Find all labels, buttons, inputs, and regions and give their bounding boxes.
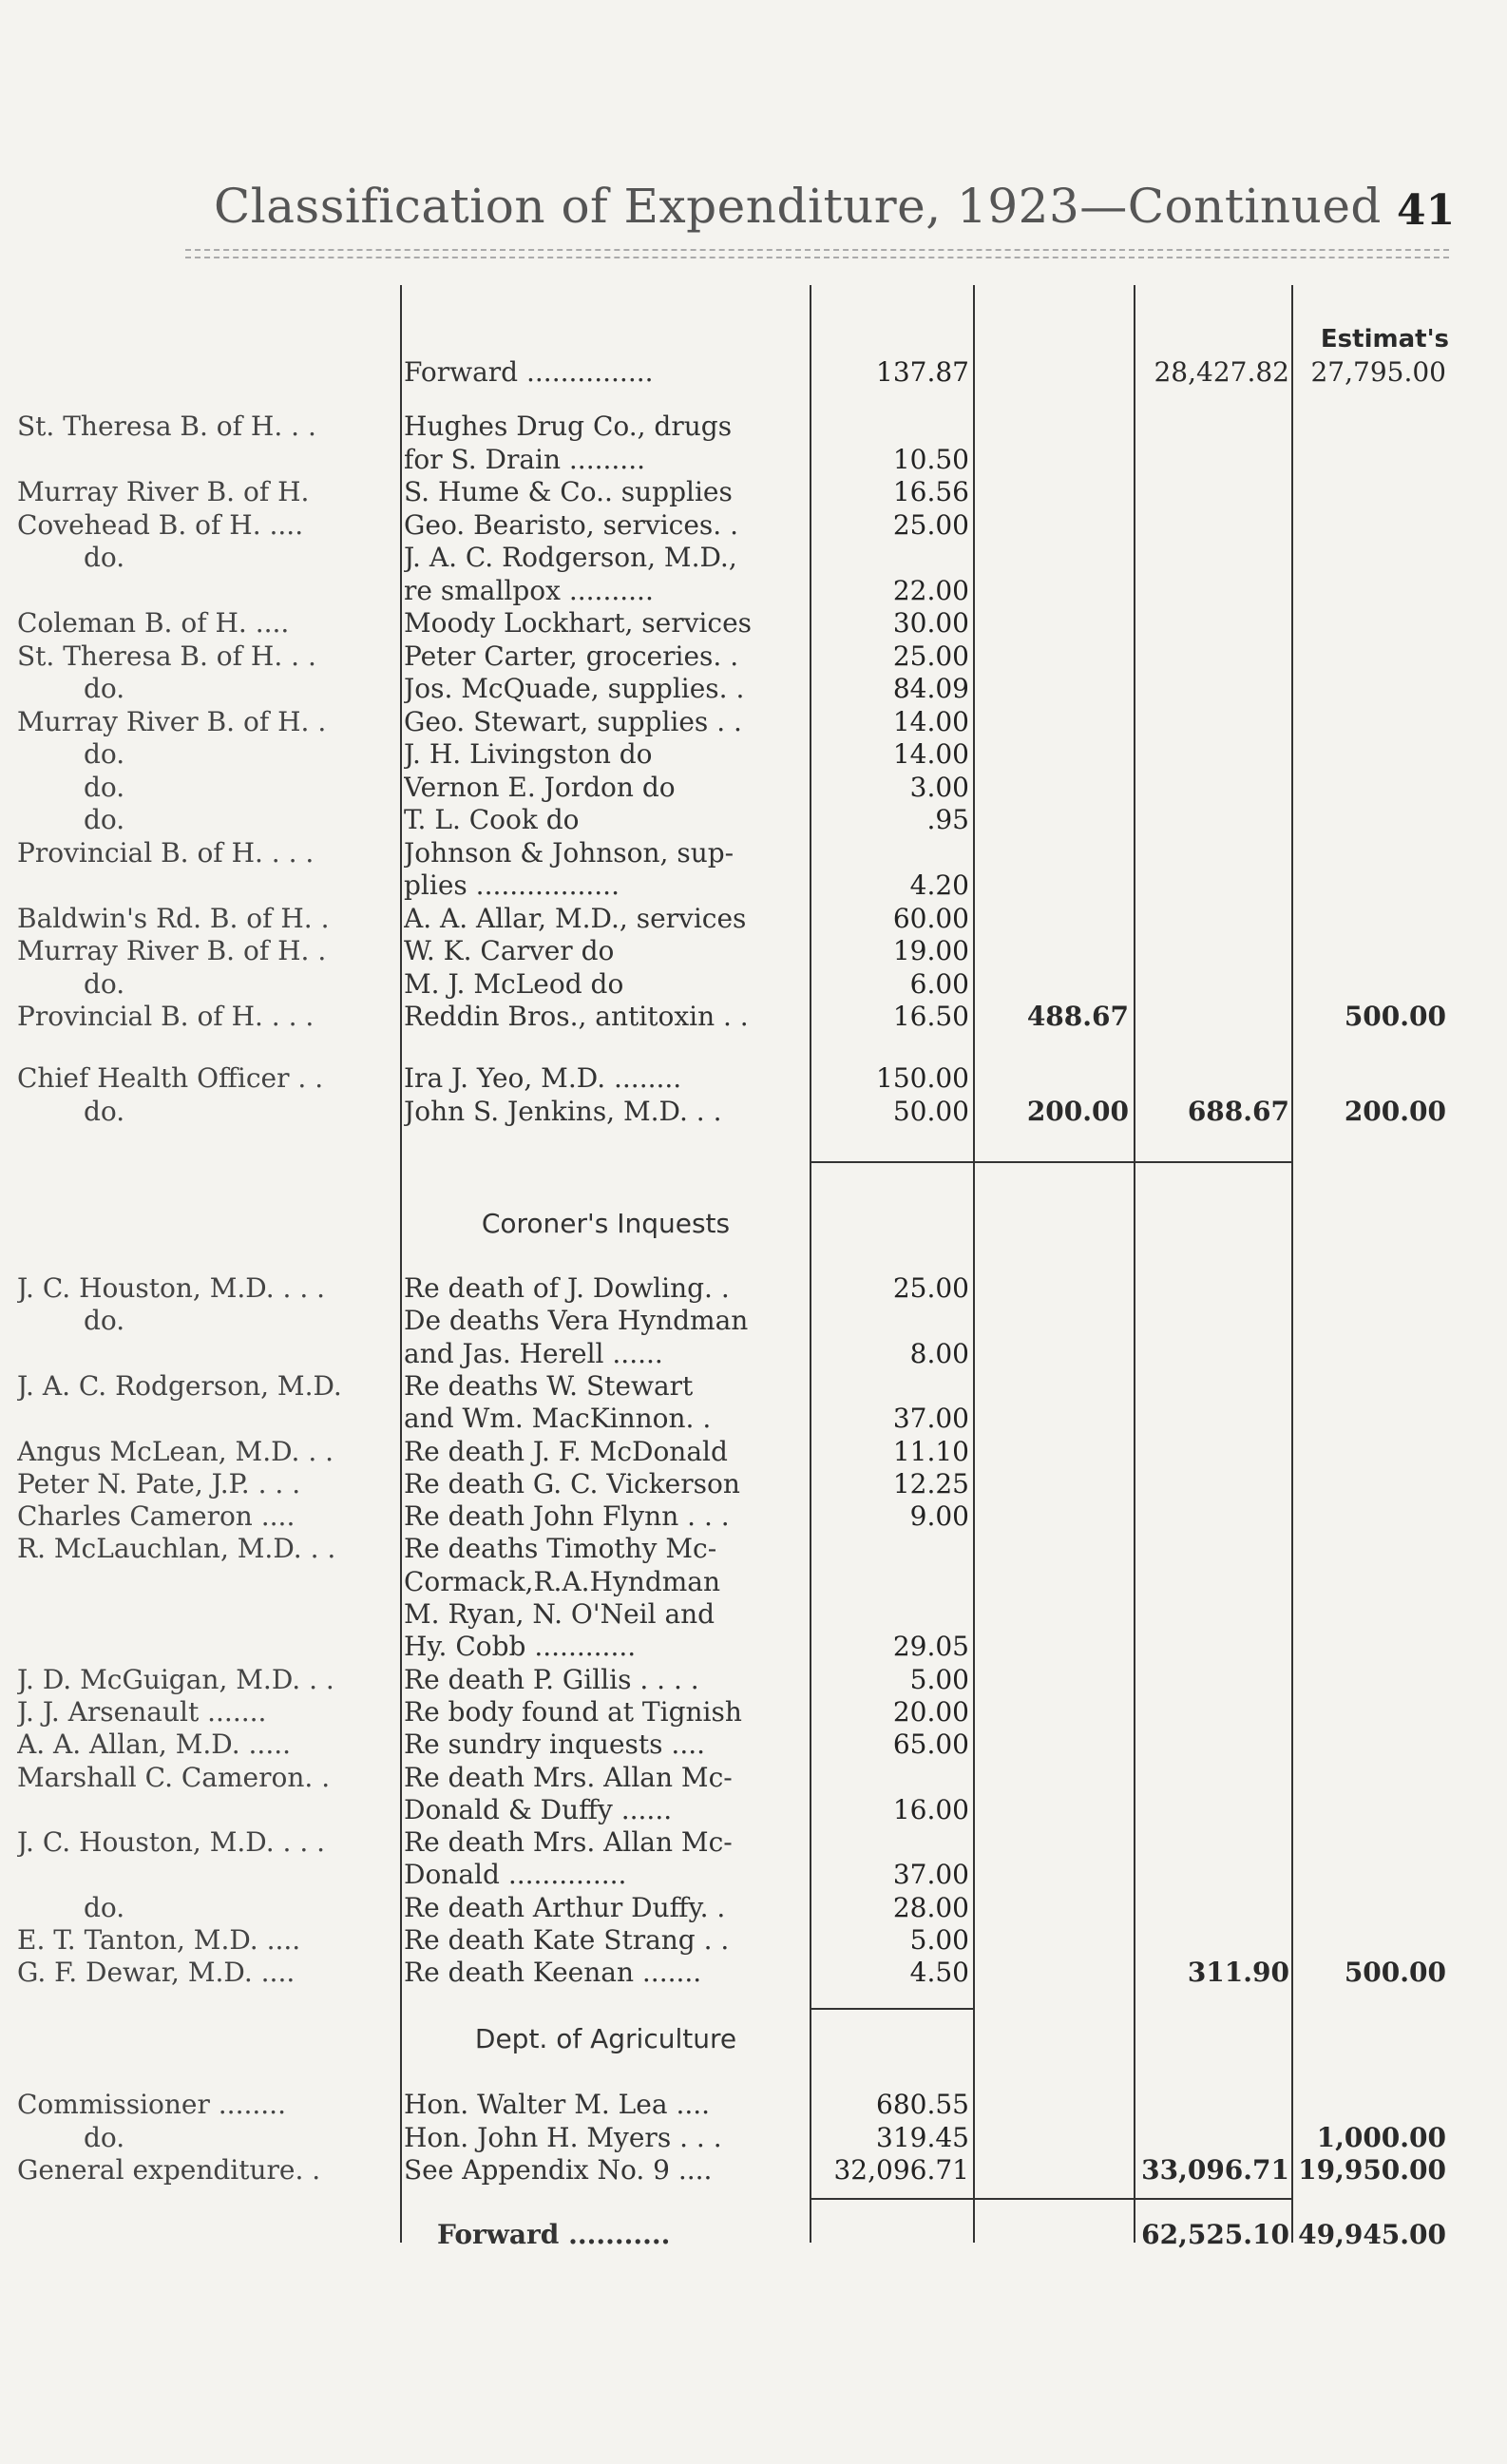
amount-cell: 14.00 — [892, 705, 969, 737]
ledger-row — [0, 640, 1507, 673]
description-cell: Re deaths W. Stewart — [404, 1369, 694, 1402]
ledger-row — [0, 1468, 1507, 1500]
amount-cell: 25.00 — [892, 508, 969, 541]
ledger-row — [0, 772, 1507, 804]
description-cell: See Appendix No. 9 .... — [404, 2154, 713, 2186]
payee-cell: St. Theresa B. of H. . . — [17, 411, 316, 442]
payee-cell: Provincial B. of H. . . . — [17, 836, 315, 869]
payee-cell: St. Theresa B. of H. . . — [17, 640, 316, 672]
amount-cell: 150.00 — [876, 1062, 969, 1094]
ledger-row — [0, 1566, 1507, 1598]
description-cell: Re death G. C. Vickerson — [404, 1467, 740, 1499]
payee-cell: J. A. C. Rodgerson, M.D. — [17, 1369, 342, 1402]
ledger-row — [0, 837, 1507, 869]
description-cell: Moody Lockhart, services — [404, 607, 753, 639]
ledger-row — [0, 1826, 1507, 1859]
estimate: 49,945.00 — [1298, 2219, 1446, 2250]
amount-cell: 11.10 — [892, 1435, 969, 1467]
ledger-row — [0, 1403, 1507, 1435]
section-rule — [810, 2008, 973, 2010]
amount-cell: 32,096.71 — [833, 2154, 969, 2186]
description-cell: A. A. Allar, M.D., services — [404, 902, 747, 934]
description-cell: Geo. Stewart, supplies . . — [404, 705, 742, 737]
payee-cell: R. McLauchlan, M.D. . . — [17, 1533, 336, 1565]
ledger-row — [0, 804, 1507, 836]
forward-rule — [810, 2198, 1291, 2200]
payee-cell: Provincial B. of H. . . . — [17, 1001, 315, 1032]
estimate-cell: 1,000.00 — [1316, 2121, 1446, 2153]
forward-label: Forward ........... — [437, 2219, 671, 2250]
agriculture-heading: Dept. of Agriculture — [474, 2023, 737, 2054]
description-cell: and Wm. MacKinnon. . — [404, 1403, 712, 1435]
payee-cell: Coleman B. of H. .... — [17, 607, 290, 639]
amount-cell: 37.00 — [892, 1403, 969, 1435]
ledger-row — [0, 673, 1507, 705]
description-cell: De deaths Vera Hyndman — [404, 1305, 749, 1337]
description-cell: Re death Mrs. Allan Mc- — [404, 1761, 733, 1793]
ledger-row — [0, 869, 1507, 902]
section-rule — [810, 1161, 1291, 1163]
amount-cell: 29.05 — [892, 1631, 969, 1663]
description-cell: Geo. Bearisto, services. . — [404, 508, 738, 541]
ledger-row — [0, 575, 1507, 607]
estimate-cell: 500.00 — [1344, 1001, 1446, 1032]
amount-cell: 25.00 — [892, 1272, 969, 1304]
header-rule — [185, 249, 1449, 251]
description-cell: Re death Keenan ....... — [404, 1957, 702, 1989]
description-cell: S. Hume & Co.. supplies — [404, 476, 733, 507]
description-cell: Re death Kate Strang . . — [404, 1924, 730, 1956]
payee-cell: Peter N. Pate, J.P. . . . — [17, 1467, 301, 1499]
amount-cell: 5.00 — [909, 1924, 969, 1956]
estimate-cell: 200.00 — [1344, 1095, 1446, 1127]
description-cell: Cormack,R.A.Hyndman — [404, 1565, 721, 1597]
amount-cell: 8.00 — [909, 1337, 969, 1369]
amount-cell: 20.00 — [892, 1695, 969, 1728]
ledger-row — [0, 1957, 1507, 1989]
ledger-row — [0, 1794, 1507, 1826]
payee-cell: E. T. Tanton, M.D. .... — [17, 1924, 301, 1956]
amount-cell: 28.00 — [892, 1891, 969, 1923]
ledger-row — [0, 2122, 1507, 2154]
description-cell: Vernon E. Jordon do — [404, 771, 676, 803]
description-cell: Peter Carter, groceries. . — [404, 640, 739, 672]
amount-cell: .95 — [926, 804, 969, 835]
coroners-heading: Coroner's Inquests — [481, 1208, 731, 1239]
payee-cell: Charles Cameron .... — [17, 1500, 296, 1533]
ledger-row — [0, 542, 1507, 574]
description-cell: Re sundry inquests .... — [404, 1729, 706, 1761]
description-cell: Reddin Bros., antitoxin . . — [404, 1001, 749, 1032]
description-cell: M. J. McLeod do — [404, 967, 624, 1000]
description-cell: re smallpox .......... — [404, 574, 654, 606]
amount-cell: 5.00 — [909, 1663, 969, 1695]
description-cell: Donald & Duffy ...... — [404, 1793, 673, 1825]
description-cell: Hy. Cobb ............ — [404, 1631, 637, 1663]
amount-cell: 680.55 — [876, 2089, 969, 2120]
forward-label: Forward ............... — [404, 356, 654, 388]
payee-cell: Murray River B. of H. . — [17, 705, 327, 737]
description-cell: Hon. Walter M. Lea .... — [404, 2089, 711, 2120]
ledger-row — [0, 968, 1507, 1001]
amount-cell: 16.56 — [892, 476, 969, 507]
header-rule-2 — [185, 257, 1449, 258]
forward-row — [0, 356, 1507, 389]
ledger-row — [0, 1762, 1507, 1794]
amount-cell: 12.25 — [892, 1467, 969, 1499]
ledger-row — [0, 1305, 1507, 1337]
payee-cell: Angus McLean, M.D. . . — [17, 1435, 334, 1467]
description-cell: Re body found at Tignish — [404, 1695, 742, 1728]
amount-cell: 4.20 — [909, 869, 969, 901]
description-cell: and Jas. Herell ...... — [404, 1337, 663, 1369]
amount-cell: 19.00 — [892, 935, 969, 966]
ledger-row — [0, 476, 1507, 508]
total-cell: 311.90 — [1187, 1957, 1289, 1989]
description-cell: plies ................. — [404, 869, 620, 901]
payee-cell: J. J. Arsenault ....... — [17, 1695, 267, 1728]
payee-cell: J. C. Houston, M.D. . . . — [17, 1826, 326, 1859]
estimate-cell: 19,950.00 — [1298, 2154, 1446, 2186]
amount-cell: 37.00 — [892, 1859, 969, 1891]
subtotal-cell: 488.67 — [1026, 1001, 1129, 1032]
ledger-row — [0, 1370, 1507, 1403]
ledger-row — [0, 738, 1507, 771]
ledger-row — [0, 2089, 1507, 2121]
payee-cell: do. — [84, 2121, 125, 2153]
ledger-row — [0, 1500, 1507, 1533]
page-title: Classification of Expenditure, 1923—Continued — [214, 179, 1382, 234]
amount-cell: 6.00 — [909, 967, 969, 1000]
ledger-row — [0, 1001, 1507, 1033]
description-cell: Re death Mrs. Allan Mc- — [404, 1826, 733, 1859]
ledger-row — [0, 1062, 1507, 1095]
payee-cell: J. C. Houston, M.D. . . . — [17, 1272, 326, 1304]
amount-cell: 60.00 — [892, 902, 969, 934]
description-cell: Jos. McQuade, supplies. . — [404, 673, 745, 704]
estimate-cell: 500.00 — [1344, 1957, 1446, 1989]
payee-cell: J. D. McGuigan, M.D. . . — [17, 1663, 334, 1695]
ledger-row — [0, 509, 1507, 542]
description-cell: Re death P. Gillis . . . . — [404, 1663, 699, 1695]
ledger-row — [0, 1338, 1507, 1370]
ledger-row — [0, 1436, 1507, 1468]
description-cell: Re death J. F. McDonald — [404, 1435, 728, 1467]
payee-cell: A. A. Allan, M.D. ..... — [17, 1729, 292, 1761]
ledger-row — [0, 2154, 1507, 2187]
ledger-row — [0, 411, 1507, 443]
payee-cell: do. — [84, 1305, 125, 1337]
amount-cell: 9.00 — [909, 1500, 969, 1533]
ledger-row — [0, 706, 1507, 738]
payee-cell: do. — [84, 1891, 125, 1923]
total: 28,427.82 — [1154, 356, 1289, 388]
ledger-row — [0, 1631, 1507, 1663]
payee-cell: do. — [84, 1095, 125, 1127]
subtotal-cell: 200.00 — [1026, 1095, 1129, 1127]
amount-cell: 22.00 — [892, 574, 969, 606]
amount-cell: 30.00 — [892, 607, 969, 639]
description-cell: Johnson & Johnson, sup- — [404, 836, 734, 869]
ledger-row — [0, 1598, 1507, 1631]
ledger-row — [0, 903, 1507, 935]
payee-cell: Chief Health Officer . . — [17, 1062, 324, 1094]
amount-cell: 16.50 — [892, 1001, 969, 1032]
forward-bottom-row — [0, 2219, 1507, 2251]
estimate: 27,795.00 — [1310, 356, 1446, 388]
page-number: 41 — [1397, 186, 1456, 235]
payee-cell: Murray River B. of H. — [17, 476, 310, 507]
description-cell: Re death Arthur Duffy. . — [404, 1891, 726, 1923]
payee-cell: do. — [84, 804, 125, 835]
estimate-column-header: Estimat's — [1320, 325, 1449, 353]
payee-cell: do. — [84, 542, 125, 573]
amount-cell: 65.00 — [892, 1729, 969, 1761]
payee-cell: Commissioner ........ — [17, 2089, 286, 2120]
amount-cell: 14.00 — [892, 738, 969, 770]
description-cell: J. H. Livingston do — [404, 738, 653, 770]
ledger-row — [0, 1859, 1507, 1891]
ledger-row — [0, 444, 1507, 476]
amount-cell: 3.00 — [909, 771, 969, 803]
description-cell: John S. Jenkins, M.D. . . — [404, 1095, 722, 1127]
description-cell: Hughes Drug Co., drugs — [404, 411, 733, 442]
description-cell: Re death of J. Dowling. . — [404, 1272, 730, 1304]
amount-cell: 319.45 — [876, 2121, 969, 2153]
amount-cell: 10.50 — [892, 443, 969, 475]
description-cell: W. K. Carver do — [404, 935, 615, 966]
amount-cell: 4.50 — [909, 1957, 969, 1989]
payee-cell: Baldwin's Rd. B. of H. . — [17, 902, 330, 934]
description-cell: J. A. C. Rodgerson, M.D., — [404, 542, 737, 573]
payee-cell: General expenditure. . — [17, 2154, 321, 2186]
payee-cell: do. — [84, 738, 125, 770]
payee-cell: Covehead B. of H. .... — [17, 508, 304, 541]
ledger-row — [0, 1729, 1507, 1761]
ledger-row — [0, 1892, 1507, 1924]
description-cell: Re deaths Timothy Mc- — [404, 1533, 717, 1565]
description-cell: Hon. John H. Myers . . . — [404, 2121, 722, 2153]
payee-cell: G. F. Dewar, M.D. .... — [17, 1957, 296, 1989]
total-cell: 688.67 — [1187, 1095, 1289, 1127]
description-cell: M. Ryan, N. O'Neil and — [404, 1598, 715, 1630]
amount: 137.87 — [876, 356, 969, 388]
amount-cell: 16.00 — [892, 1793, 969, 1825]
payee-cell: Marshall C. Cameron. . — [17, 1761, 331, 1793]
total: 62,525.10 — [1141, 2219, 1289, 2250]
description-cell: for S. Drain ......... — [404, 443, 646, 475]
ledger-row — [0, 1696, 1507, 1729]
ledger-row — [0, 1664, 1507, 1696]
ledger-row — [0, 1096, 1507, 1128]
ledger-row — [0, 1533, 1507, 1565]
description-cell: Re death John Flynn . . . — [404, 1500, 730, 1533]
ledger-row — [0, 1924, 1507, 1957]
amount-cell: 84.09 — [892, 673, 969, 704]
payee-cell: do. — [84, 967, 125, 1000]
ledger-row — [0, 607, 1507, 640]
description-cell: Donald .............. — [404, 1859, 627, 1891]
total-cell: 33,096.71 — [1141, 2154, 1289, 2186]
payee-cell: Murray River B. of H. . — [17, 935, 327, 966]
description-cell: Ira J. Yeo, M.D. ........ — [404, 1062, 682, 1094]
ledger-row — [0, 1272, 1507, 1305]
description-cell: T. L. Cook do — [404, 804, 580, 835]
amount-cell: 50.00 — [892, 1095, 969, 1127]
ledger-row — [0, 935, 1507, 967]
payee-cell: do. — [84, 673, 125, 704]
amount-cell: 25.00 — [892, 640, 969, 672]
payee-cell: do. — [84, 771, 125, 803]
